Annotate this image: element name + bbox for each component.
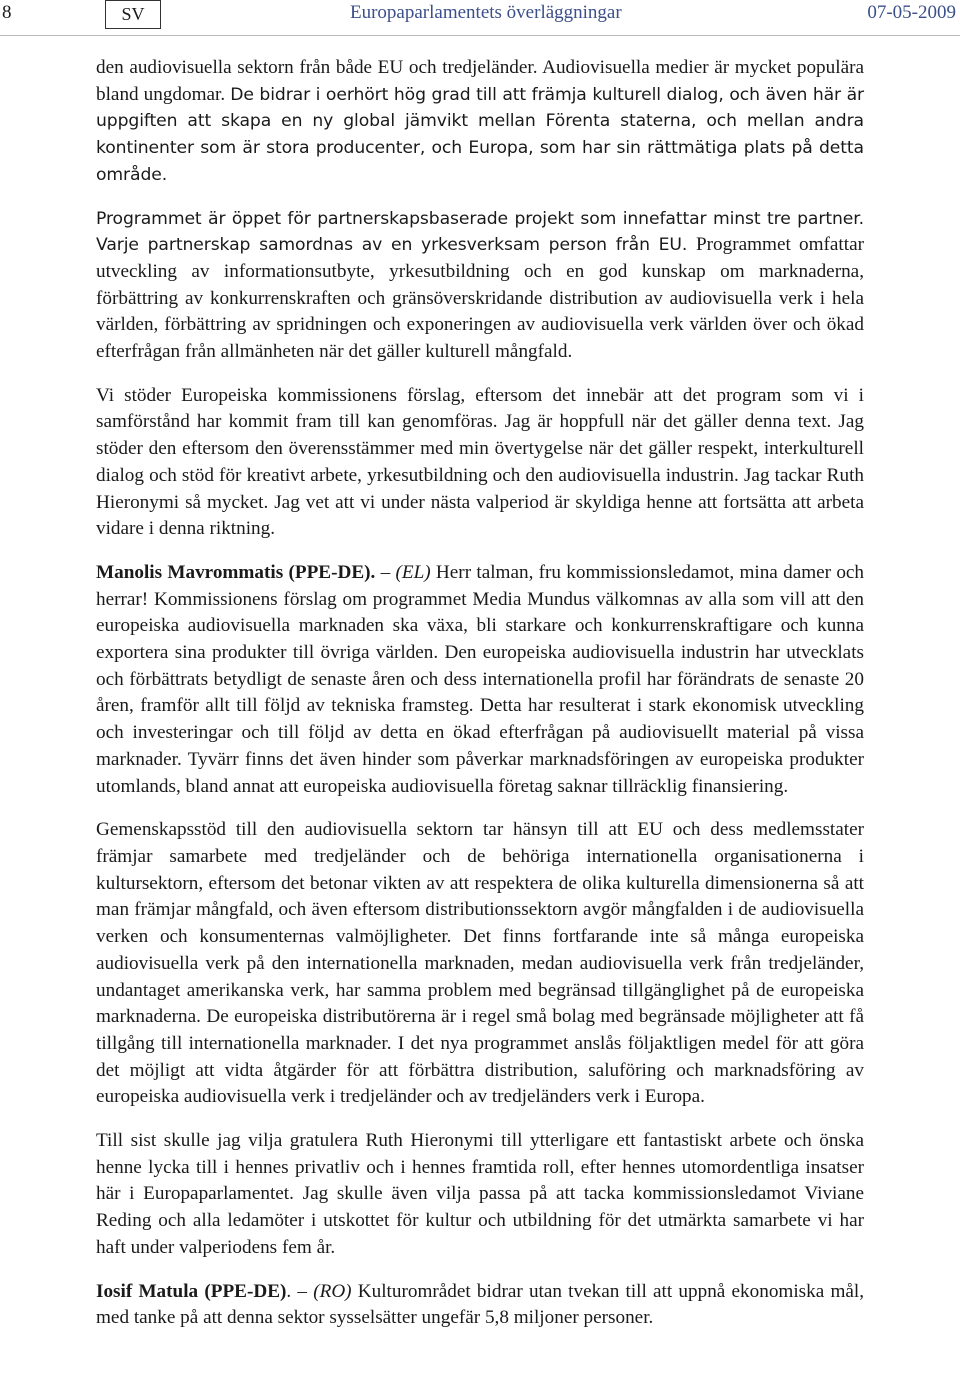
paragraph [96, 206, 864, 366]
paragraph-text: Gemenskapsstöd till den audiovisuella sektorn tar hänsyn till att EU och dess medlemsstater främjar samarbete med tredjeländer och de behöriga internationella organisationerna i kultursektorn, eftersom det betonar vikten av att respektera de olika kulturella dimensionerna så att man främjar mångfald, och även eftersom distributionssektorn avgör mångfalden i de audiovisuella verken och konsumenternas valmöjligheter. Det finns fortfarande inte så många europeiska audiovisuella verk på den internationella marknaden, medan audiovisuella verk från tredjeländer, undantaget amerikanska verk, har samma problem med begränsad tillgänglighet på de europeiska marknaderna. De europeiska distributörerna är i regel små bolag med begränsade möjligheter att få tillgång till internationella marknader. I det nya programmet anslås följaktligen medel för att göra det möjligt att vidta åtgärder för att förbättra distribution, saluföring och marknadsföring av europeiska audiovisuella verk i tredjeländer och av tredjeländers verk i Europa. [96, 819, 864, 1108]
speech-paragraph [96, 1279, 864, 1332]
paragraph-text: Vi stöder Europeiska kommissionens förslag, eftersom det innebär att det program som vi i samförstånd har kommit fram till kan genomföras. Jag är hoppfull när det gäller denna text. Jag stöder den eftersom den överensstämmer med min övertygelse när det gäller respekt, interkulturell dialog och stöd för kreativt arbete, yrkesutbildning och den audiovisuella industrin. Jag tackar Ruth Hieronymi så mycket. Jag vet att vi under nästa valperiod är skyldiga henne att fortsätta att arbeta vidare i denna riktning. [96, 384, 864, 540]
speech-language: (EL) [395, 561, 431, 583]
paragraph [96, 383, 864, 543]
paragraph-text: De bidrar i oerhört hög grad till att främja kulturell dialog, och även här är uppgiften att skapa en ny global jämvikt mellan Förenta staterna, och mellan andra kontinenter som är stora producenter, och Europa, som har sin rättmätiga plats på detta område. [96, 84, 865, 185]
paragraph-text: den audiovisuella sektorn från både EU och tredjeländer. Audiovisuella medier är mycket populära bland ungdomar. [96, 57, 864, 105]
paragraph [96, 55, 864, 189]
paragraph [96, 1128, 864, 1262]
speech-language: (RO) [313, 1280, 352, 1302]
page-number: 8 [2, 2, 12, 23]
paragraph [96, 817, 864, 1111]
paragraph-text: Programmet omfattar utveckling av informationsutbyte, yrkesutbildning och en god kunskap om marknaderna, förbättring av konkurrenskraften och gränsöverskridande distribution av audiovisuella verk i hela världen, förbättring av spridningen och exponeringen av audiovisuella verk världen över och ökad efterfrågan från allmänheten när det gäller kulturell mångfald. [96, 234, 864, 363]
publication-title: Europaparlamentets överläggningar [350, 2, 622, 23]
speech-dash: . – [286, 1280, 314, 1302]
speaker-name: Iosif Matula (PPE-DE) [96, 1280, 287, 1302]
page-header [0, 0, 960, 37]
document-body [96, 55, 864, 1349]
speech-dash: – [375, 561, 396, 583]
speaker-name: Manolis Mavrommatis (PPE-DE). [96, 561, 376, 583]
paragraph-text: Kulturområdet bidrar utan tvekan till att uppnå ekonomiska mål, med tanke på att denna sektor sysselsätter ungefär 5,8 miljoner personer. [96, 1280, 865, 1329]
paragraph-text: Programmet är öppet för partnerskapsbaserade projekt som innefattar minst tre partner. Varje partnerskap samordnas av en yrkesverksam person från EU. [96, 208, 864, 256]
header-divider [0, 35, 960, 36]
paragraph-text: Herr talman, fru kommissionsledamot, mina damer och herrar! Kommissionens förslag om programmet Media Mundus välkomnas av alla som vill att den europeiska audiovisuella marknaden ska växa, bli starkare och konkurrenskraftigare och kunna exportera sina produkter till övriga världen. Den europeiska audiovisuella industrin har utvecklats och förbättrats betydligt de senaste åren och dess internationella profil har förändrats de senaste 20 åren, framför allt till följd av tekniska framsteg. Detta har resulterat i stark ekonomisk utveckling och investeringar och till följd av detta en ökad efterfrågan på audiovisuellt material på vissa marknader. Tyvärr finns det även hinder som påverkar marknadsföringen av europeiska produkter utomlands, bland annat att europeiska audiovisuella företag saknar tillräcklig finansiering. [96, 561, 865, 797]
publication-date: 07-05-2009 [867, 2, 956, 23]
speech-paragraph [96, 560, 864, 800]
paragraph-text: Till sist skulle jag vilja gratulera Ruth Hieronymi till ytterligare ett fantastiskt arbete och önska henne lycka till i hennes privatliv och i hennes framtida roll, efter hennes utomordentliga insatser här i Europaparlamentet. Jag skulle även vilja passa på att tacka kommissionsledamot Viviane Reding och alla ledamöter i utskottet för kultur och utbildning för det utmärkta samarbete vi har haft under valperiodens fem år. [96, 1130, 864, 1258]
language-code-box: SV [105, 0, 161, 29]
